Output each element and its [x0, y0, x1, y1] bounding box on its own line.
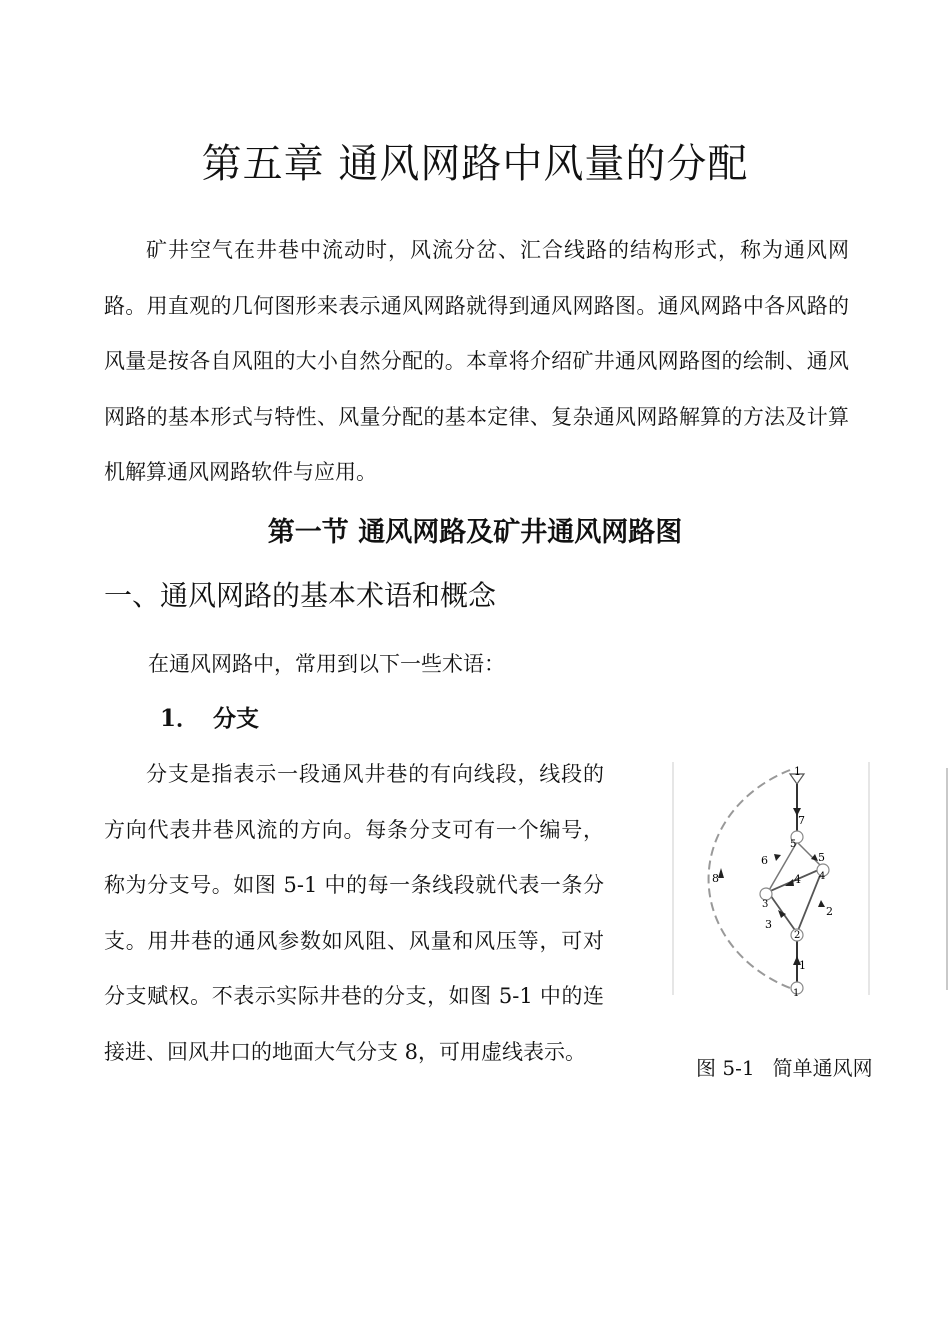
intro-paragraph: 矿井空气在井巷中流动时，风流分岔、汇合线路的结构形式，称为通风网路。用直观的几何图形来表示通风网路就得到通风网路图。通风网路中各风路的风量是按各自风阻的大小自然分配的。本章将介绍矿井通风网路图的绘制、通风网路的基本形式与特性、风量分配的基本定律、复杂通风网路解算的方法及计算机解算通风网路软件与应用。	[104, 238, 849, 484]
node-label: 1	[793, 988, 800, 999]
branch-label: 2	[826, 905, 833, 918]
branch-8-dashed	[709, 770, 790, 988]
branch-label: 5	[818, 851, 825, 864]
ventilation-network-figure	[670, 760, 880, 1000]
figure-caption	[696, 1052, 873, 1081]
branch-2-arrow	[818, 900, 825, 907]
node-label: 1	[794, 765, 801, 778]
branch-paragraph: 分支是指表示一段通风井巷的有向线段，线段的方向代表井巷风流的方向。每条分支可有一个编号，称为分支号。如图 5-1 中的每一条线段就代表一条分支。用井巷的通风参数如风阻、风量和风压等，可对分支赋权。不表示实际井巷的分支，如图 5-1 中的连接进、回风井口的地面大气分支 8，可用虚线表示。	[104, 762, 604, 1064]
branch-6-arrow	[774, 854, 781, 861]
branch-label: 6	[761, 854, 768, 867]
node-label: 2	[794, 930, 801, 941]
item-heading	[160, 700, 259, 733]
chapter-title: 第五章 通风网路中风量的分配	[201, 141, 749, 187]
branch-label: 7	[798, 814, 805, 827]
branch-4-arrow	[785, 879, 794, 886]
item-number: 1．	[160, 705, 200, 732]
node-label: 3	[762, 899, 769, 910]
branch-label: 1	[799, 959, 806, 972]
subsection-title: 一、通风网路的基本术语和概念	[104, 579, 497, 612]
item-title: 分支	[213, 706, 260, 732]
branch-label: 3	[765, 918, 772, 931]
branch-label: 4	[794, 873, 801, 886]
branch-label: 8	[712, 872, 719, 885]
node-label: 4	[819, 871, 826, 882]
network-diagram	[670, 760, 880, 1000]
terms-intro: 在通风网路中，常用到以下一些术语：	[148, 652, 505, 676]
page-edge-mark	[946, 768, 948, 990]
node-label: 5	[790, 839, 797, 850]
figure-caption-label: 图 5-1	[696, 1056, 755, 1080]
figure-caption-text: 简单通风网	[772, 1056, 873, 1080]
section-title: 第一节 通风网路及矿井通风网路图	[267, 517, 683, 548]
